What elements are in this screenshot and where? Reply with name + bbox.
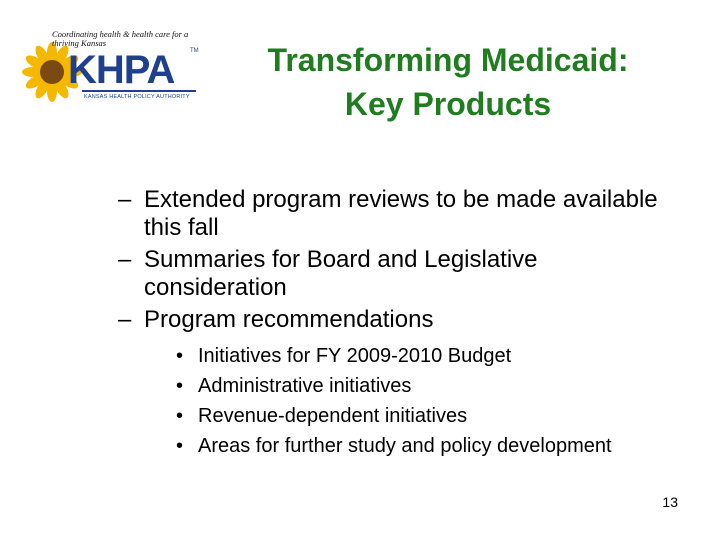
logo-wordmark: KHPA [68,48,175,92]
bullet-item [176,434,678,458]
slide-title [200,38,696,126]
bullet-item [176,344,678,368]
dash-item-text: Extended program reviews to be made available this fall [144,186,658,241]
dash-item [118,306,678,334]
bullet-marker: • [176,405,184,427]
title-line-2: Key Products [344,86,552,122]
dash-marker: – [118,306,132,333]
dash-item-text: Program recommendations [144,306,434,333]
slide-content [118,186,678,464]
dash-marker: – [118,186,132,213]
bullet-item-text: Administrative initiatives [198,375,412,397]
page-number: 13 [662,494,678,510]
bullet-marker: • [176,435,184,457]
trademark-symbol: TM [190,48,199,54]
dash-item [118,246,678,302]
dash-item-text: Summaries for Board and Legislative consideration [144,246,538,301]
bullet-item-text: Initiatives for FY 2009-2010 Budget [198,345,512,367]
bullet-list [176,344,678,458]
title-line-1: Transforming Medicaid: [267,42,629,78]
dash-marker: – [118,246,132,273]
bullet-marker: • [176,345,184,367]
bullet-item [176,374,678,398]
bullet-item [176,404,678,428]
bullet-item-text: Revenue-dependent initiatives [198,405,468,427]
khpa-logo [22,26,200,106]
dash-item [118,186,678,242]
bullet-item-text: Areas for further study and policy development [198,435,612,457]
logo-tagline: Coordinating health & health care for a thriving Kansas [52,29,189,48]
bullet-marker: • [176,375,184,397]
logo-organization-name: KANSAS HEALTH POLICY AUTHORITY [84,94,190,100]
